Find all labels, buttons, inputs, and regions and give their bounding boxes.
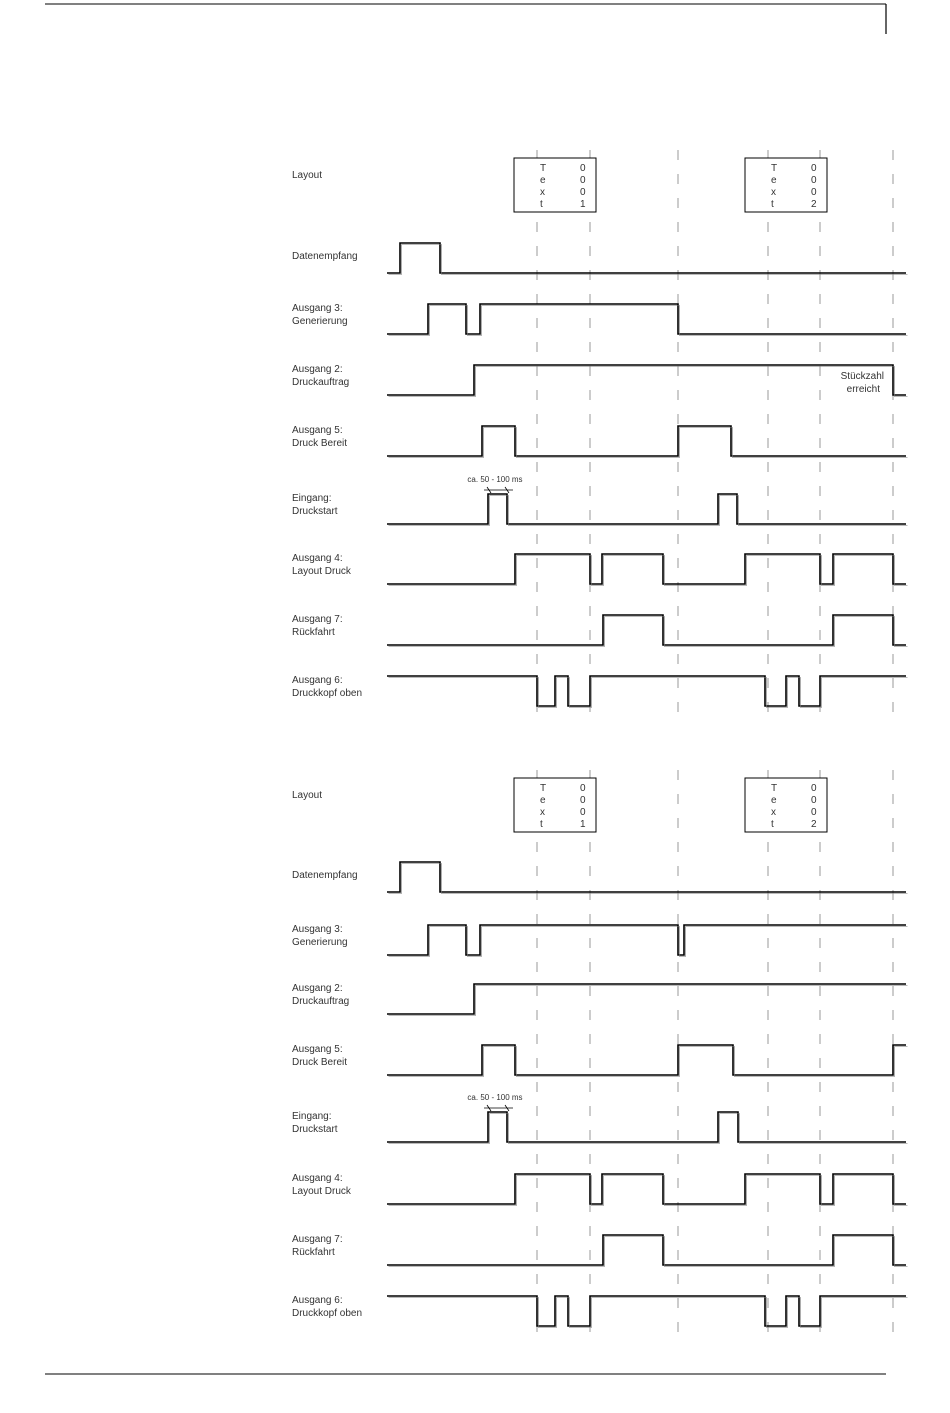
- signal-label: Ausgang 4:: [292, 1173, 343, 1184]
- signal-row: [292, 553, 908, 586]
- layout-box-digit: 0: [811, 795, 817, 806]
- signal-row: [292, 862, 908, 894]
- signal-label: Ausgang 3:: [292, 303, 343, 314]
- signal-label: Eingang:: [292, 1111, 332, 1122]
- layout-box-letter: x: [771, 187, 776, 198]
- signal-waveform: [387, 925, 906, 955]
- layout-box-digit: 0: [580, 163, 586, 174]
- signal-sublabel: Druck Bereit: [292, 1057, 348, 1068]
- layout-box-digit: 0: [811, 807, 817, 818]
- layout-box-digit: 1: [580, 199, 586, 210]
- signal-sublabel: Rückfahrt: [292, 1247, 335, 1258]
- signal-waveform-shadow: [389, 986, 908, 1016]
- layout-box-digit: 0: [580, 795, 586, 806]
- signal-row: [292, 1234, 908, 1267]
- signal-waveform: [387, 304, 906, 334]
- signal-waveform-shadow: [389, 367, 908, 397]
- signal-sublabel: Druckstart: [292, 1124, 338, 1135]
- signal-waveform: [387, 1296, 906, 1326]
- layout-box-digit: 0: [811, 187, 817, 198]
- signal-sublabel: Generierung: [292, 937, 348, 948]
- layout-box-digit: 2: [811, 199, 817, 210]
- signal-row: [292, 243, 908, 275]
- signal-label: Ausgang 3:: [292, 924, 343, 935]
- signal-waveform: [387, 243, 906, 273]
- signal-sublabel: Druckstart: [292, 506, 338, 517]
- signal-waveform: [387, 984, 906, 1014]
- signal-label: Ausgang 4:: [292, 553, 343, 564]
- layout-box-letter: t: [771, 819, 774, 830]
- signal-sublabel: Druckauftrag: [292, 377, 350, 388]
- layout-box-letter: x: [771, 807, 776, 818]
- layout-box-letter: e: [540, 795, 546, 806]
- signal-row: [292, 675, 908, 708]
- signal-waveform: [387, 426, 906, 456]
- layout-box-digit: 0: [580, 783, 586, 794]
- layout-box-letter: x: [540, 807, 545, 818]
- signal-row: [292, 1044, 908, 1077]
- signal-sublabel: Druckkopf oben: [292, 688, 363, 699]
- layout-text-box: [514, 778, 596, 832]
- signal-row: [292, 1295, 908, 1328]
- layout-box-digit: 1: [580, 819, 586, 830]
- layout-box-letter: t: [540, 819, 543, 830]
- signal-sublabel: Layout Druck: [292, 566, 351, 577]
- signal-label: Ausgang 7:: [292, 614, 343, 625]
- signal-sublabel: Druck Bereit: [292, 438, 348, 449]
- signal-waveform: [387, 554, 906, 584]
- timing-diagram-2: [292, 770, 908, 1340]
- signal-waveform-shadow: [389, 1237, 908, 1267]
- layout-box-letter: t: [540, 199, 543, 210]
- signal-row: [292, 475, 908, 526]
- timing-diagram-1: [292, 150, 908, 720]
- layout-box-digit: 0: [811, 175, 817, 186]
- signal-label: Ausgang 6:: [292, 1295, 343, 1306]
- signal-waveform: [387, 1045, 906, 1075]
- layout-box-letter: T: [771, 783, 778, 794]
- signal-label: Eingang:: [292, 493, 332, 504]
- layout-label: Layout: [292, 790, 323, 801]
- signal-label: Datenempfang: [292, 251, 358, 262]
- layout-box-letter: e: [771, 795, 777, 806]
- signal-waveform-shadow: [389, 496, 908, 526]
- signal-waveform-shadow: [389, 1114, 908, 1144]
- signal-waveform-shadow: [389, 245, 908, 275]
- signal-row: [292, 425, 908, 458]
- signal-note: erreicht: [846, 384, 880, 395]
- layout-label: Layout: [292, 170, 323, 181]
- signal-waveform: [387, 494, 906, 524]
- signal-waveform-shadow: [389, 864, 908, 894]
- layout-text-box: [745, 778, 827, 832]
- signal-sublabel: Layout Druck: [292, 1186, 351, 1197]
- diagram-root: [292, 150, 908, 1340]
- layout-box-digit: 0: [811, 783, 817, 794]
- layout-box-digit: 0: [580, 807, 586, 818]
- signal-sublabel: Druckkopf oben: [292, 1308, 363, 1319]
- signal-row: [292, 1093, 908, 1144]
- signal-waveform-shadow: [389, 1047, 908, 1077]
- signal-row: [292, 614, 908, 647]
- signal-waveform-shadow: [389, 428, 908, 458]
- timing-annotation: ca. 50 - 100 ms: [467, 1093, 523, 1102]
- layout-box-letter: T: [540, 783, 547, 794]
- signal-sublabel: Rückfahrt: [292, 627, 335, 638]
- layout-box-digit: 0: [580, 187, 586, 198]
- signal-waveform: [387, 1235, 906, 1265]
- signal-label: Ausgang 5:: [292, 425, 343, 436]
- signal-waveform-shadow: [389, 678, 908, 708]
- layout-box-digit: 0: [811, 163, 817, 174]
- layout-box-letter: x: [540, 187, 545, 198]
- signal-waveform-shadow: [389, 1176, 908, 1206]
- signal-waveform-shadow: [389, 1298, 908, 1328]
- signal-waveform: [387, 1174, 906, 1204]
- signal-waveform: [387, 615, 906, 645]
- signal-waveform: [387, 676, 906, 706]
- signal-waveform-shadow: [389, 556, 908, 586]
- signal-label: Ausgang 5:: [292, 1044, 343, 1055]
- layout-box-letter: T: [540, 163, 547, 174]
- layout-box-letter: e: [540, 175, 546, 186]
- layout-box-digit: 0: [580, 175, 586, 186]
- signal-label: Datenempfang: [292, 870, 358, 881]
- layout-box-letter: e: [771, 175, 777, 186]
- layout-box-letter: t: [771, 199, 774, 210]
- signal-note: Stückzahl: [840, 371, 884, 382]
- signal-row: [292, 303, 908, 336]
- signal-waveform: [387, 862, 906, 892]
- signal-sublabel: Generierung: [292, 316, 348, 327]
- layout-text-box: [745, 158, 827, 212]
- layout-box-digit: 2: [811, 819, 817, 830]
- timing-annotation: ca. 50 - 100 ms: [467, 475, 523, 484]
- signal-label: Ausgang 2:: [292, 983, 343, 994]
- signal-row: [292, 1173, 908, 1206]
- signal-waveform: [387, 365, 906, 395]
- layout-box-letter: T: [771, 163, 778, 174]
- signal-label: Ausgang 6:: [292, 675, 343, 686]
- signal-row: [292, 924, 908, 957]
- signal-waveform: [387, 1112, 906, 1142]
- signal-waveform-shadow: [389, 617, 908, 647]
- signal-label: Ausgang 2:: [292, 364, 343, 375]
- signal-sublabel: Druckauftrag: [292, 996, 350, 1007]
- signal-row: [292, 364, 908, 397]
- signal-label: Ausgang 7:: [292, 1234, 343, 1245]
- layout-text-box: [514, 158, 596, 212]
- signal-row: [292, 983, 908, 1016]
